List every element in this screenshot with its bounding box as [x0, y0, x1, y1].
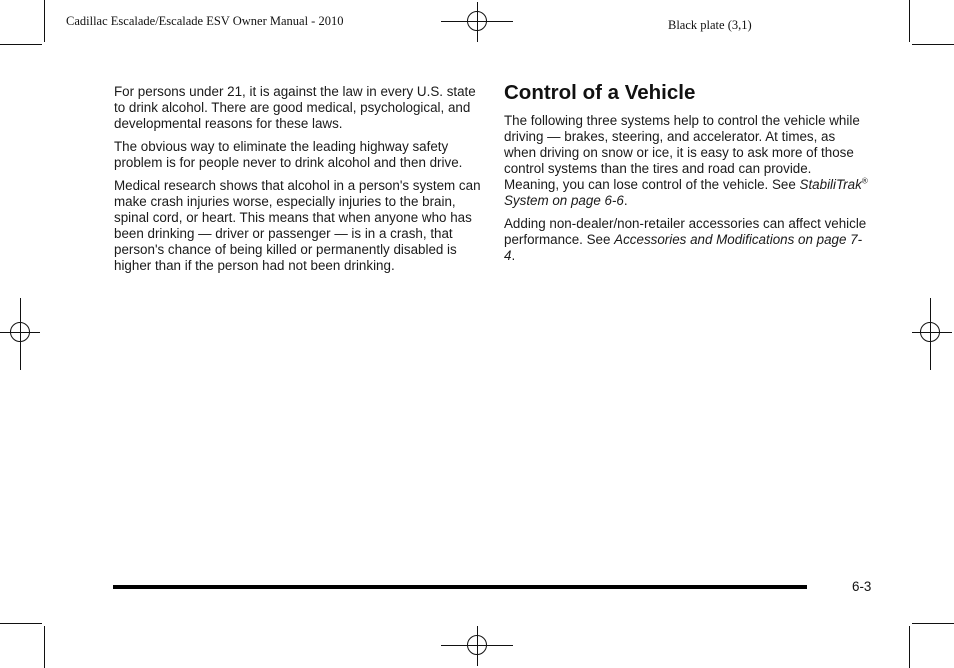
crop-mark-top-left-h: [0, 44, 42, 45]
paragraph-control-systems: [504, 113, 868, 209]
paragraph-control-text: The following three systems help to control the vehicle while driving — brakes, steering, and accelerator. At times, as when driving on snow or ice, it is easy to ask more of those control systems than the tires and road can provide. Meaning, you can lose control of the vehicle. See: [504, 113, 860, 192]
section-heading: Control of a Vehicle: [504, 81, 696, 104]
manual-title: Cadillac Escalade/Escalade ESV Owner Manual - 2010: [66, 14, 344, 28]
paragraph-accessories: [504, 216, 868, 264]
right-column: [504, 113, 868, 271]
paragraph-under-21: For persons under 21, it is against the law in every U.S. state to drink alcohol. There are good medical, psychological, and developmental reasons for these laws.: [114, 84, 476, 131]
footer-rule: [113, 585, 807, 589]
crop-mark-bottom-left-h: [0, 623, 42, 624]
crop-mark-bottom-right-h: [912, 623, 954, 624]
stabilitrak-link-text: StabiliTrak: [799, 177, 862, 192]
paragraph-accessories-end: .: [511, 248, 516, 263]
stabilitrak-link-tail: System on page 6-6: [504, 193, 624, 208]
registered-mark: ®: [861, 176, 868, 186]
paragraph-medical-research: Medical research shows that alcohol in a person's system can make crash injuries worse, especially injuries to the brain, spinal cord, or heart. This means that when anyone who has been drinking — driver or passenger — is in a crash, that person's chance of being killed or permanently disabled is higher than if the person had not been drinking.: [114, 178, 481, 273]
crop-mark-bottom-left-v: [44, 626, 45, 668]
paragraph-eliminate-problem: The obvious way to eliminate the leading highway safety problem is for people never to drink alcohol and then drive.: [114, 139, 463, 170]
crop-mark-top-right-v: [909, 0, 910, 42]
paragraph-accessories-text: Adding non-dealer/non-retailer accessories can affect vehicle performance. See: [504, 216, 867, 247]
crop-mark-bottom-right-v: [909, 626, 910, 668]
page-number: 6-3: [852, 579, 872, 594]
crop-mark-top-right-h: [912, 44, 954, 45]
plate-label: Black plate (3,1): [668, 18, 752, 32]
paragraph-control-end: .: [623, 193, 628, 208]
crop-mark-top-left-v: [44, 0, 45, 42]
left-column: [114, 84, 486, 281]
accessories-link[interactable]: Accessories and Modifications on page 7-4: [504, 232, 863, 263]
